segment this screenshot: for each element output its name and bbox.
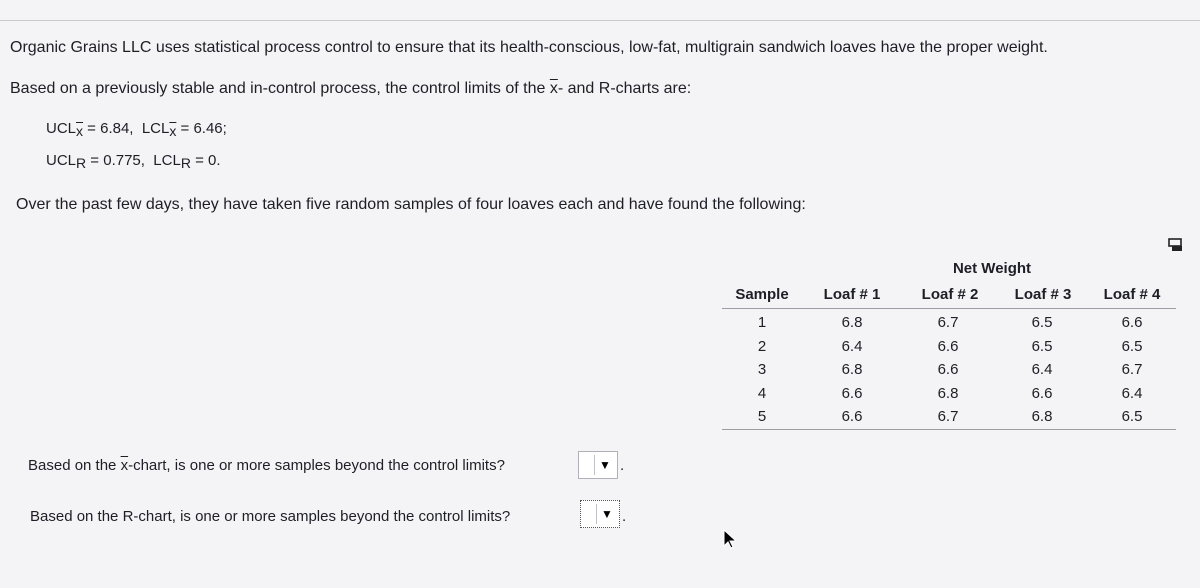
dropdown-arrow-icon: ▼	[601, 507, 613, 521]
question-r-chart: Based on the R-chart, is one or more samples beyond the control limits?	[30, 508, 511, 525]
table-cell: 6.6	[937, 361, 959, 378]
lcl-r-sub: R	[180, 155, 191, 171]
pointer-cursor-icon	[722, 528, 738, 550]
table-cell: 6.5	[1031, 338, 1053, 355]
header-loaf-3: Loaf # 3	[1014, 286, 1072, 303]
ucl-r-label: UCL	[46, 152, 77, 169]
ucl-x-value: = 6.84,	[83, 120, 134, 137]
table-cell: 6.8	[841, 314, 863, 331]
lcl-r-label: LCL	[153, 152, 181, 169]
table-cell: 6.6	[937, 338, 959, 355]
q2-period: .	[622, 508, 627, 525]
table-cell: 6.5	[1121, 408, 1143, 425]
lcl-r-value: = 0.	[190, 152, 221, 169]
x-bar-symbol: $\overline{x}$	[120, 457, 129, 474]
header-loaf-4: Loaf # 4	[1103, 286, 1161, 303]
x-bar-symbol: $\overline{x}$	[549, 80, 558, 97]
table-cell: 6.5	[1031, 314, 1053, 331]
dropdown-separator	[594, 455, 595, 475]
intro-line-2-after: - and R-charts are:	[557, 80, 692, 97]
q1-before: Based on the	[28, 457, 121, 474]
table-cell: 2	[757, 338, 767, 355]
intro-line-2	[10, 80, 691, 98]
expand-icon[interactable]	[1168, 238, 1184, 252]
x-chart-answer-dropdown[interactable]	[578, 451, 618, 479]
table-cell: 6.7	[1121, 361, 1143, 378]
ucl-x-sub: x	[76, 123, 84, 139]
ucl-r-value: = 0.775,	[86, 152, 145, 169]
r-chart-limits	[46, 152, 221, 169]
header-loaf-1: Loaf # 1	[823, 286, 881, 303]
table-cell: 3	[757, 361, 767, 378]
dropdown-separator	[596, 504, 597, 524]
data-table	[722, 258, 1176, 430]
table-cell: 6.8	[1031, 408, 1053, 425]
header-loaf-2: Loaf # 2	[921, 286, 979, 303]
x-chart-limits	[46, 120, 227, 137]
table-cell: 6.4	[1031, 361, 1053, 378]
table-cell: 6.4	[1121, 385, 1143, 402]
table-cell: 6.5	[1121, 338, 1143, 355]
header-sample: Sample	[735, 286, 789, 303]
table-cell: 6.6	[1121, 314, 1143, 331]
lcl-x-sub: x	[169, 123, 177, 139]
table-cell: 6.8	[841, 361, 863, 378]
lcl-x-value: = 6.46;	[176, 120, 227, 137]
table-cell: 5	[757, 408, 767, 425]
table-cell: 1	[757, 314, 767, 331]
ucl-r-sub: R	[76, 155, 87, 171]
table-cell: 6.8	[937, 385, 959, 402]
table-cell: 6.7	[937, 408, 959, 425]
q1-after: -chart, is one or more samples beyond the control limits?	[128, 457, 505, 474]
table-cell: 6.6	[1031, 385, 1053, 402]
samples-description: Over the past few days, they have taken five random samples of four loaves each and have found the following:	[16, 196, 806, 213]
q1-period: .	[620, 457, 625, 474]
top-divider	[0, 20, 1200, 21]
question-x-chart	[28, 457, 505, 474]
dropdown-arrow-icon: ▼	[599, 458, 611, 472]
table-group-header: Net Weight	[952, 260, 1032, 277]
footer-rule	[722, 429, 1176, 430]
table-cell: 6.6	[841, 385, 863, 402]
table-cell: 6.7	[937, 314, 959, 331]
intro-line-2-before: Based on a previously stable and in-control process, the control limits of the	[10, 80, 550, 97]
table-cell: 4	[757, 385, 767, 402]
ucl-x-label: UCL	[46, 120, 77, 137]
header-rule	[722, 308, 1176, 309]
lcl-x-label: LCL	[141, 120, 170, 137]
intro-line-1: Organic Grains LLC uses statistical process control to ensure that its health-conscious, low-fat, multigrain sandwich loaves have the proper weight.	[10, 39, 1048, 56]
table-cell: 6.4	[841, 338, 863, 355]
table-cell: 6.6	[841, 408, 863, 425]
r-chart-answer-dropdown[interactable]	[580, 500, 620, 528]
